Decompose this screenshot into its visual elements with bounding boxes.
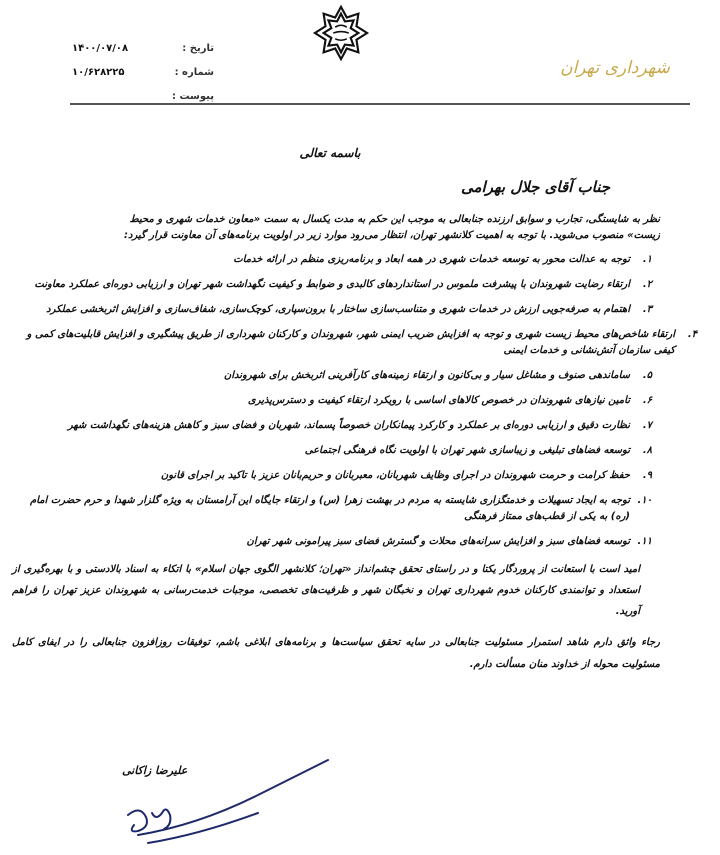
closing-paragraph: امید است با استعانت از پروردگار یکتا و در راستای تحقق چشم‌انداز «تهران؛ کلانشهر الگوی جهان اسلام» با اتکاء به اسناد بالادستی و با بهره‌گیری از استعداد و توانمندی کارکنان خدوم شهرداری تهران و نخبگان شهر و ظرفیت‌های تخصصی، موجبات خدمت‌رسانی به شهروندان عزیز تهران را فراهم آورید. <box>12 564 640 617</box>
item-text: حفظ کرامت و حرمت شهروندان در اجرای وظایف شهربانان، معبربانان و حریم‌بانان عزیز با تاکید بر اجرای قانون <box>160 470 630 481</box>
item-number: ۱. <box>642 254 652 265</box>
list-item <box>12 418 660 434</box>
date-row <box>72 36 214 60</box>
intro-paragraph: نظر به شایستگی، تجارب و سوابق ارزنده جنابعالی به موجب این حکم به مدت یکسال به سمت «معاون خدمات شهری و محیط زیست» منصوب می‌شوید. با توجه به اهمیت کلانشهر تهران، انتظار می‌رود موارد زیر در اولویت برنامه‌های آن معاونت قرار گیرد: <box>124 214 660 241</box>
item-number: ۷. <box>642 420 652 431</box>
number-label: شماره : <box>174 66 214 78</box>
list-item <box>12 468 660 484</box>
item-text: ارتقاء رضایت شهروندان با پیشرفت ملموس در استانداردهای کالبدی و ضوابط و کیفیت نگهداشت شهر تهران و ارزیابی دوره‌ای عملکرد معاونت <box>34 279 630 290</box>
list-item <box>12 252 660 268</box>
header-divider <box>70 103 690 105</box>
list-item <box>12 277 660 293</box>
item-number: ۶. <box>642 395 652 406</box>
list-item <box>12 327 705 359</box>
invocation: باسمه تعالی <box>299 146 361 160</box>
item-number: ۴. <box>687 329 697 340</box>
item-text: اهتمام به صرفه‌جویی ارزش در خدمات شهری و متناسب‌سازی ساختار با برون‌سپاری، کوچک‌سازی، شفاف‌سازی و افزایش اثربخشی عملکرد <box>46 304 630 315</box>
list-item <box>12 302 660 318</box>
list-item <box>12 443 660 459</box>
letter-body <box>12 212 697 686</box>
priority-list <box>12 252 697 550</box>
municipality-logo-icon <box>312 4 370 62</box>
addressee: جناب آقای جلال بهرامی <box>461 178 610 196</box>
list-item <box>12 393 660 409</box>
item-text: توسعه فضاهای تبلیغی و زیباسازی شهر تهران با اولویت نگاه فرهنگی اجتماعی <box>304 445 630 456</box>
item-number: ۹. <box>642 470 652 481</box>
item-text: توسعه فضاهای سبز و افزایش سرانه‌های محلات و گسترش فضای سبز پیرامونی شهر تهران <box>246 536 630 547</box>
item-text: ساماندهی صنوف و مشاغل سیار و بی‌کانون و ارتقاء زمینه‌های کارآفرینی اثربخش برای شهروندان <box>223 370 630 381</box>
date-value: ۱۴۰۰/۰۷/۰۸ <box>72 42 129 54</box>
signature-icon <box>118 755 338 850</box>
item-text: ارتقاء شاخص‌های محیط زیست شهری و توجه به افزایش ضریب ایمنی شهر، شهروندان و کارکنان شهرداری از طریق پیشگیری و افزایش قابلیت‌های کمی و کیفی سازمان آتش‌نشانی و خدمات ایمنی <box>26 329 675 356</box>
brand-wordmark: شهرداری تهران <box>560 58 670 78</box>
item-number: ۸. <box>642 445 652 456</box>
attachment-label: پیوست : <box>171 90 214 102</box>
number-value: ۱۰/۶۲۸۲۲۵ <box>72 66 125 78</box>
final-paragraph: رجاء واثق دارم شاهد استمرار مسئولیت جنابعالی در سایه تحقق سیاست‌ها و برنامه‌های ابلاغی باشم، توفیقات روزافزون جنابعالی را در ایفای کامل مسئولیت محوله از خداوند منان مسألت دارم. <box>12 637 660 670</box>
item-number: ۵. <box>642 370 652 381</box>
number-row <box>72 60 214 84</box>
list-item <box>12 493 660 525</box>
item-text: تامین نیازهای شهروندان در خصوص کالاهای اساسی با رویکرد ارتقاء کیفیت و دسترس‌پذیری <box>247 395 630 406</box>
item-text: توجه به ایجاد تسهیلات و خدمتگزاری شایسته به مردم در بهشت زهرا (س) و ارتقاء جایگاه این آرامستان به ویژه گلزار شهدا و حرم حضرت امام (ره) به یکی از قطب‌های ممتاز فرهنگی <box>29 495 630 522</box>
item-text: توجه به عدالت محور به توسعه خدمات شهری در همه ابعاد و برنامه‌ریزی منظم در ارائه خدمات <box>233 254 630 265</box>
item-number: ۲. <box>642 279 652 290</box>
item-number: ۳. <box>642 304 652 315</box>
list-item <box>12 368 660 384</box>
list-item <box>12 534 660 550</box>
date-label: تاریخ : <box>182 42 214 54</box>
item-number: ۱۰. <box>637 495 652 506</box>
letter-meta <box>72 36 214 108</box>
item-number: ۱۱. <box>637 536 652 547</box>
signer-name: علیرضا زاکانی <box>122 764 188 777</box>
item-text: نظارت دقیق و ارزیابی دوره‌ای بر عملکرد و کارکرد پیمانکاران خصوصاً پسماند، شهربان و فضای سبز و کاهش هزینه‌های نگهداشت شهر <box>67 420 630 431</box>
